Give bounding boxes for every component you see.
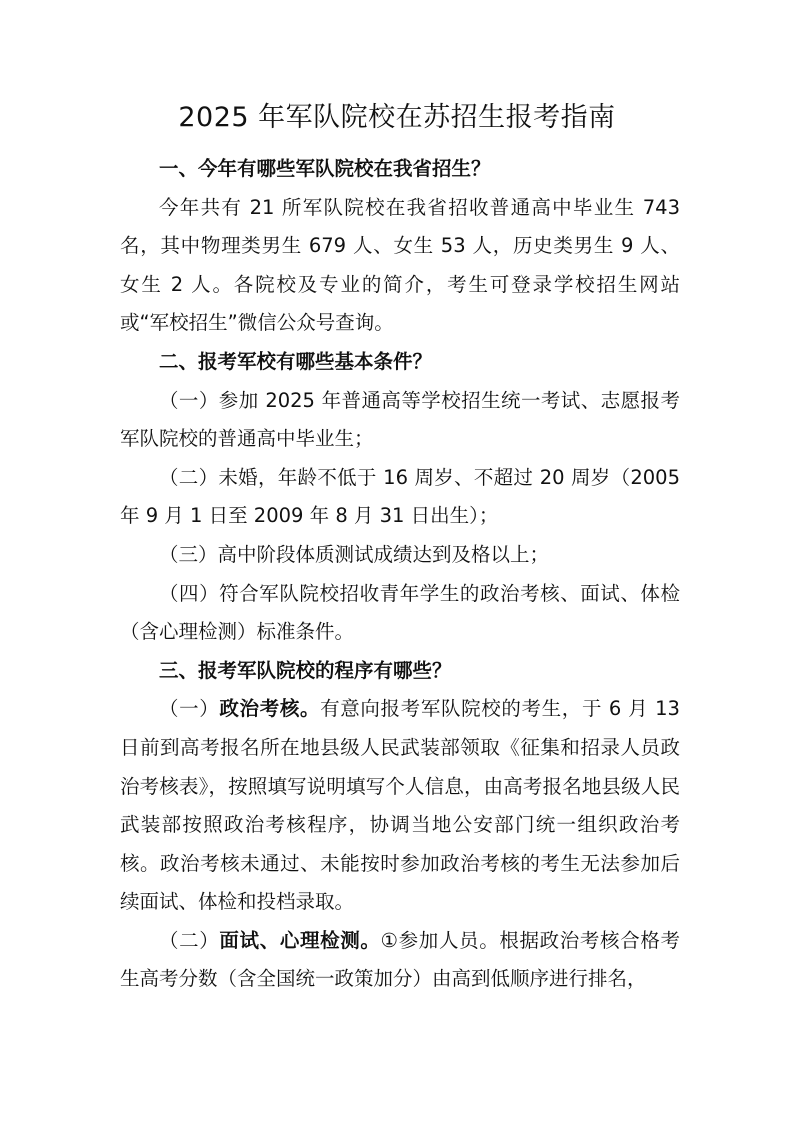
section-2-paragraph-4: （四）符合军队院校招收青年学生的政治考核、面试、体检（含心理检测）标准条件。 xyxy=(120,581,680,644)
section-3-item-1-bold: 政治考核。 xyxy=(219,697,321,721)
section-3-item-2-lead: （二） xyxy=(159,928,220,952)
section-heading-2: 二、报考军校有哪些基本条件？ xyxy=(159,349,433,373)
section-2-paragraph-2: （二）未婚，年龄不低于 16 周岁、不超过 20 周岁（2005 年 9 月 1 日至 2009 年 8 月 31 日出生）； xyxy=(120,465,680,528)
section-heading-3: 三、报考军队院校的程序有哪些？ xyxy=(159,658,452,682)
section-3-item-1-lead: （一） xyxy=(159,697,220,721)
section-2-paragraph-3: （三）高中阶段体质测试成绩达到及格以上； xyxy=(159,542,550,566)
section-1-paragraph-1: 今年共有 21 所军队院校在我省招收普通高中毕业生 743 名，其中物理类男生 679 人、女生 53 人，历史类男生 9 人、女生 2 人。各院校及专业的简介，考生可登录学校招生网站或“军校招生”微信公众号查询。 xyxy=(120,195,680,335)
section-heading-1: 一、今年有哪些军队院校在我省招生？ xyxy=(159,157,491,180)
section-3-item-1-text: 有意向报考军队院校的考生，于 6 月 13 日前到高考报名所在地县级人民武装部领取《征集和招录人员政治考核表》，按照填写说明填写个人信息，由高考报名地县级人民武装部按照政治考核程序，协调当地公安部门统一组织政治考核。政治考核未通过、未能按时参加政治考核的考生无法参加后续面试、体检和投档录取。 xyxy=(120,697,680,914)
document-body xyxy=(120,150,680,999)
section-2-paragraph-1: （一）参加 2025 年普通高等学校招生统一考试、志愿报考军队院校的普通高中毕业生； xyxy=(120,388,680,451)
document-title: 2025 年军队院校在苏招生报考指南 xyxy=(178,102,616,133)
section-3-item-1 xyxy=(120,690,680,922)
section-3-item-2-bold: 面试、心理检测。 xyxy=(219,928,381,952)
section-3-item-2 xyxy=(120,922,680,999)
section-3-item-2-text: ①参加人员。根据政治考核合格考生高考分数（含全国统一政策加分）由高到低顺序进行排名， xyxy=(120,928,680,991)
